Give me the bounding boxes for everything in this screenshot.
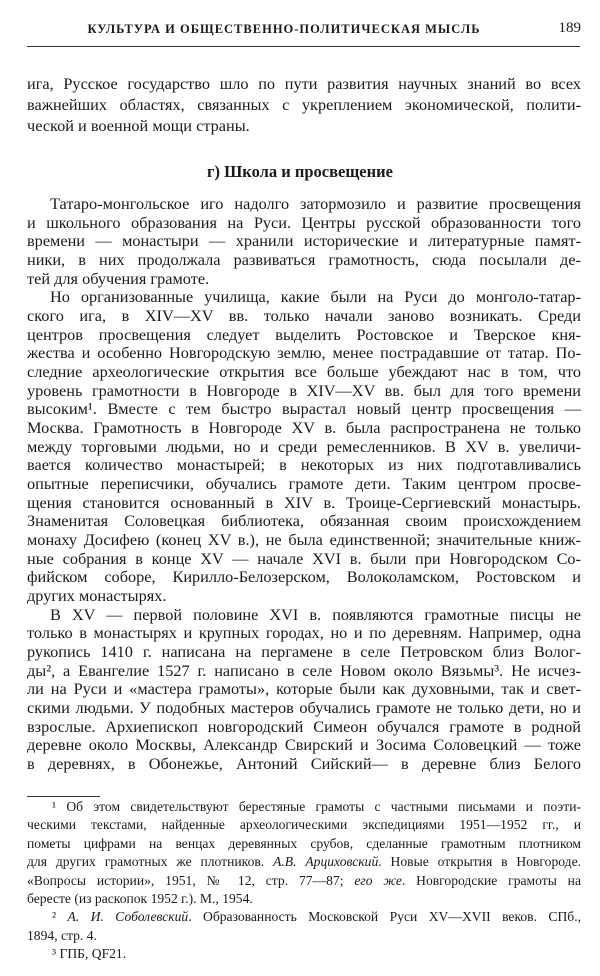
running-title: КУЛЬТУРА И ОБЩЕСТВЕННО-ПОЛИТИЧЕСКАЯ МЫСЛЬ	[87, 22, 481, 36]
footnote-text: пометы цифрами на венцах деревянных срубов, сделанные грамотным плотником	[27, 835, 581, 851]
text-line: ли на Руси и «мастера грамоты», которые были как духовными, так и свет-	[27, 679, 581, 699]
footnote-text: ³ ГПБ, QF21.	[52, 946, 127, 962]
footnote-author: его же	[354, 872, 402, 888]
text-line: скими людьми. У подобных мастеров обучались грамоте не только дети, но и	[27, 698, 581, 718]
text-line: тей для обучения грамоте.	[27, 268, 210, 288]
footnote-line	[52, 908, 581, 925]
text-line: в деревнях, в Обонежье, Антоний Сийский— в деревне близ Белого	[27, 754, 581, 774]
footnote-line	[52, 945, 581, 962]
footnote-text: ²	[52, 909, 68, 925]
footnote-text: ¹ Об этом свидетельствуют берестяные грамоты с частными письмами и поэти-	[52, 799, 581, 814]
text-line: опытные переписчики, обучались грамоте дети. Таким центром просве-	[27, 474, 581, 494]
text-line: следние археологические открытия все больше убеждают нас в том, что	[27, 362, 581, 382]
text-line: высоким¹. Вместе с тем быстро вырастал новый центр просвещения —	[27, 399, 581, 419]
text-line: вается количество монастырей; в некоторых из них подготавливались	[27, 455, 581, 475]
text-line: и школьного образования на Руси. Центры русской образованности того	[27, 212, 581, 232]
section-heading: г) Школа и просвещение	[207, 162, 393, 181]
footnote-author: А. И. Соболевский	[67, 909, 189, 925]
footnote-text: бересте (из раскопок 1952 г.). М., 1954.	[27, 891, 253, 906]
text-line: ники, в них продолжала развиваться грамотность, сюда посылали де-	[27, 250, 581, 269]
running-header	[27, 20, 581, 40]
page-number: 189	[558, 20, 581, 36]
footnote-author: А.В. Арциховский	[273, 854, 379, 870]
footnote-text: . Образованность Московской Руси XV—XVII веков. СПб.,	[188, 909, 581, 925]
footnote-text: 1894, стр. 4.	[27, 927, 97, 943]
footnote-line	[52, 798, 581, 815]
text-line: ского ига, в XIV—XV вв. только начали заново возникать. Среди	[27, 306, 581, 326]
text-line: Но организованные училища, какие были на Руси до монголо-татар-	[50, 287, 581, 307]
text-line: В XV — первой половине XVI в. появляются грамотные писцы не	[50, 604, 581, 624]
text-line: монаху Досифею (конец XV в.), не была единственной; значительные книж-	[27, 530, 581, 550]
footnote-rule	[27, 796, 100, 797]
footnote-text: . Новые открытия в Новгороде.	[378, 854, 581, 870]
footnote-text: для других грамотных же плотников.	[27, 854, 274, 870]
footnote-text: «Вопросы истории», 1951, № 12, стр. 77—87;	[27, 872, 355, 888]
text-line: ные собрания в конце XV — начале XVI в. были при Новгородском Со-	[27, 548, 581, 568]
text-line: уровень грамотности в Новгороде в XIV—XV вв. был для того времени	[27, 380, 581, 400]
text-line: ига, Русское государство шло по пути развития научных знаний во всех	[27, 74, 581, 93]
text-line: фийском соборе, Кирилло-Белозерском, Волоколамском, Ростовском и	[27, 567, 581, 587]
footnote-line	[27, 816, 581, 833]
text-line: взрослые. Архиепископ новгородский Симеон обучался грамоте в родной	[27, 716, 581, 736]
text-line: ды², а Евангелие 1527 г. написано в селе Новом около Вязьмы³. Не исчез-	[27, 660, 581, 680]
footnote-line	[27, 835, 581, 852]
text-line: Москва. Грамотность в Новгороде XV в. была распространена не только	[27, 418, 581, 438]
text-line: других монастырях.	[27, 586, 167, 606]
text-line: Знаменитая Соловецкая библиотека, обязанная своим происхождением	[27, 511, 581, 531]
text-line: рукопись 1410 г. написана на пергамене в селе Петровском близ Волог-	[27, 642, 581, 662]
text-line: Татаро-монгольское иго надолго затормозило и развитие просвещения	[50, 194, 581, 213]
footnote-line	[27, 853, 581, 870]
footnote-text: ческими текстами, найденные археологическими экспедициями 1951—1952 гг., и	[27, 817, 581, 833]
text-line: важнейших областях, связанных с укреплением экономической, полити-	[27, 95, 581, 114]
text-line: ческой и военной мощи страны.	[27, 116, 250, 135]
text-line: щения становится основанный в XIV в. Троице-Сергиевский монастырь.	[27, 492, 581, 512]
text-line: только в монастырях и крупных городах, но и по деревням. Например, одна	[27, 623, 581, 643]
footnote-line	[27, 890, 581, 907]
text-line: центров просвещения следует выделить Ростовское и Тверское кня-	[27, 324, 581, 344]
text-line: между торговыми людьми, но и среди ремесленников. В XV в. увеличи-	[27, 436, 581, 456]
footnote-text: . Новгородские грамоты на	[401, 872, 581, 888]
footnote-line	[27, 872, 581, 889]
text-line: времени — монастыри — хранили исторические и литературные памят-	[27, 231, 581, 251]
footnote-line	[27, 927, 581, 944]
header-rule	[27, 46, 580, 47]
text-line: деревне около Москвы, Александр Свирский и Зосима Соловецкий — тоже	[27, 735, 581, 755]
text-line: жества и особенно Новгородскую землю, менее пострадавшие от татар. По-	[27, 343, 581, 363]
